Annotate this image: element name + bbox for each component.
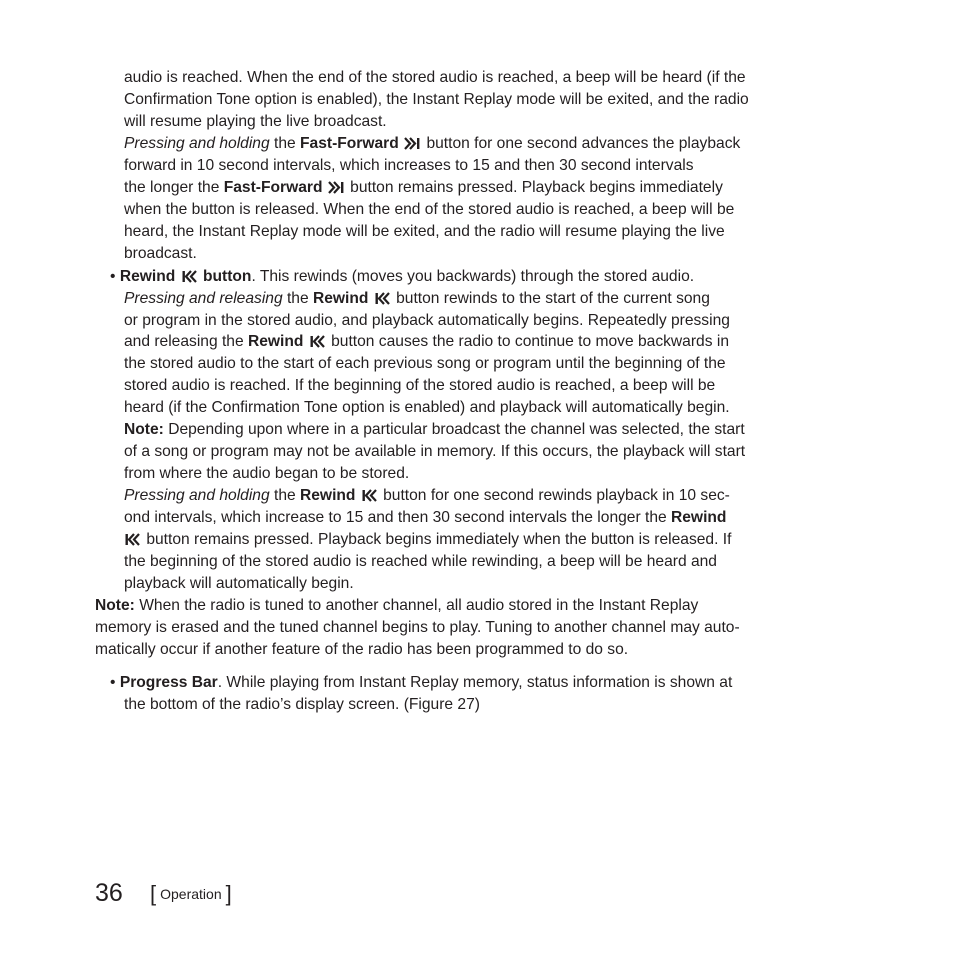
text-line: forward in 10 second intervals, which increases to 15 and then 30 second intervals	[124, 157, 694, 174]
text: the	[269, 135, 300, 152]
note-label: Note:	[124, 421, 164, 438]
fast-forward-label: Fast-Forward	[223, 179, 323, 196]
text-line: playback will automatically begin.	[124, 575, 354, 592]
text: . While playing from Instant Replay memory, status information is shown at	[217, 674, 733, 691]
text-line	[124, 288, 710, 310]
text: the longer the	[124, 179, 224, 196]
rewind-label: Rewind	[312, 290, 369, 307]
rewind-icon	[309, 335, 326, 348]
text-line	[124, 529, 731, 551]
text: button for one second advances the playback	[422, 135, 741, 152]
text: . This rewinds (moves you backwards) through the stored audio.	[251, 268, 695, 285]
text-line	[95, 595, 698, 617]
text-line: from where the audio began to be stored.	[124, 465, 410, 482]
text-line: the beginning of the stored audio is reached while rewinding, a beep will be heard and	[124, 553, 717, 570]
text: Depending upon where in a particular broadcast the channel was selected, the start	[163, 421, 745, 438]
text-line: audio is reached. When the end of the stored audio is reached, a beep will be heard (if the	[124, 69, 746, 86]
text-line: when the button is released. When the end of the stored audio is reached, a beep will be	[124, 201, 735, 218]
emphasis: Pressing and releasing	[124, 290, 283, 307]
rewind-icon	[124, 533, 141, 546]
text-line: matically occur if another feature of the radio has been programmed to do so.	[95, 641, 629, 658]
text-line	[124, 507, 726, 529]
rewind-label: Rewind	[300, 487, 356, 504]
emphasis: Pressing and holding	[124, 487, 270, 504]
rewind-label: Rewind	[247, 333, 304, 350]
text-line: Confirmation Tone option is enabled), the Instant Replay mode will be exited, and the radio	[124, 91, 749, 108]
rewind-label: Rewind	[671, 509, 727, 526]
text-line	[124, 331, 729, 353]
button-word: button	[202, 268, 252, 285]
rewind-icon	[361, 489, 378, 502]
text-line: stored audio is reached. If the beginning of the stored audio is reached, a beep will be	[124, 377, 716, 394]
rewind-icon	[374, 292, 391, 305]
text: button remains pressed. Playback begins immediately when the button is released. If	[142, 531, 732, 548]
text-line	[124, 133, 740, 155]
rewind-label: Rewind	[119, 268, 176, 285]
section-name: Operation	[160, 886, 222, 902]
bracket-open: [	[150, 881, 157, 906]
text-line: of a song or program may not be available in memory. If this occurs, the playback will start	[124, 443, 746, 460]
progress-bar-label: Progress Bar	[119, 674, 218, 691]
text-line: heard, the Instant Replay mode will be exited, and the radio will resume playing the live	[124, 223, 725, 240]
text: button remains pressed. Playback begins immediately	[345, 179, 723, 196]
text-line: memory is erased and the tuned channel begins to play. Tuning to another channel may auto-	[95, 619, 740, 636]
text-line	[124, 177, 723, 199]
bullet-item-rewind	[110, 266, 694, 288]
bullet-item-progress-bar	[110, 672, 732, 694]
text: button causes the radio to continue to move backwards in	[326, 333, 729, 350]
text: button for one second rewinds playback in 10 sec-	[378, 487, 730, 504]
section-label	[150, 880, 232, 909]
text: button rewinds to the start of the current song	[391, 290, 710, 307]
text: the	[282, 290, 313, 307]
note-label: Note:	[95, 597, 135, 614]
text-line: the stored audio to the start of each previous song or program until the beginning of the	[124, 355, 726, 372]
text: and releasing the	[124, 333, 248, 350]
rewind-icon	[181, 270, 198, 283]
bracket-close: ]	[225, 881, 232, 906]
fast-forward-icon	[404, 137, 421, 150]
text-line: heard (if the Confirmation Tone option is enabled) and playback will automatically begin.	[124, 399, 730, 416]
page-number: 36	[95, 879, 123, 907]
text: When the radio is tuned to another channel, all audio stored in the Instant Replay	[134, 597, 699, 614]
text: ond intervals, which increase to 15 and then 30 second intervals the longer the	[124, 509, 671, 526]
text-line: or program in the stored audio, and playback automatically begins. Repeatedly pressing	[124, 312, 730, 329]
emphasis: Pressing and holding	[124, 135, 270, 152]
text-line	[124, 485, 730, 507]
text-line: broadcast.	[124, 245, 197, 262]
text: the	[269, 487, 300, 504]
text-line	[124, 419, 745, 441]
bullet: •	[110, 268, 116, 285]
fast-forward-icon	[328, 181, 345, 194]
fast-forward-label: Fast-Forward	[300, 135, 399, 152]
text-line: will resume playing the live broadcast.	[124, 113, 387, 130]
bullet: •	[110, 674, 116, 691]
text-line: the bottom of the radio’s display screen. (Figure 27)	[124, 696, 480, 713]
